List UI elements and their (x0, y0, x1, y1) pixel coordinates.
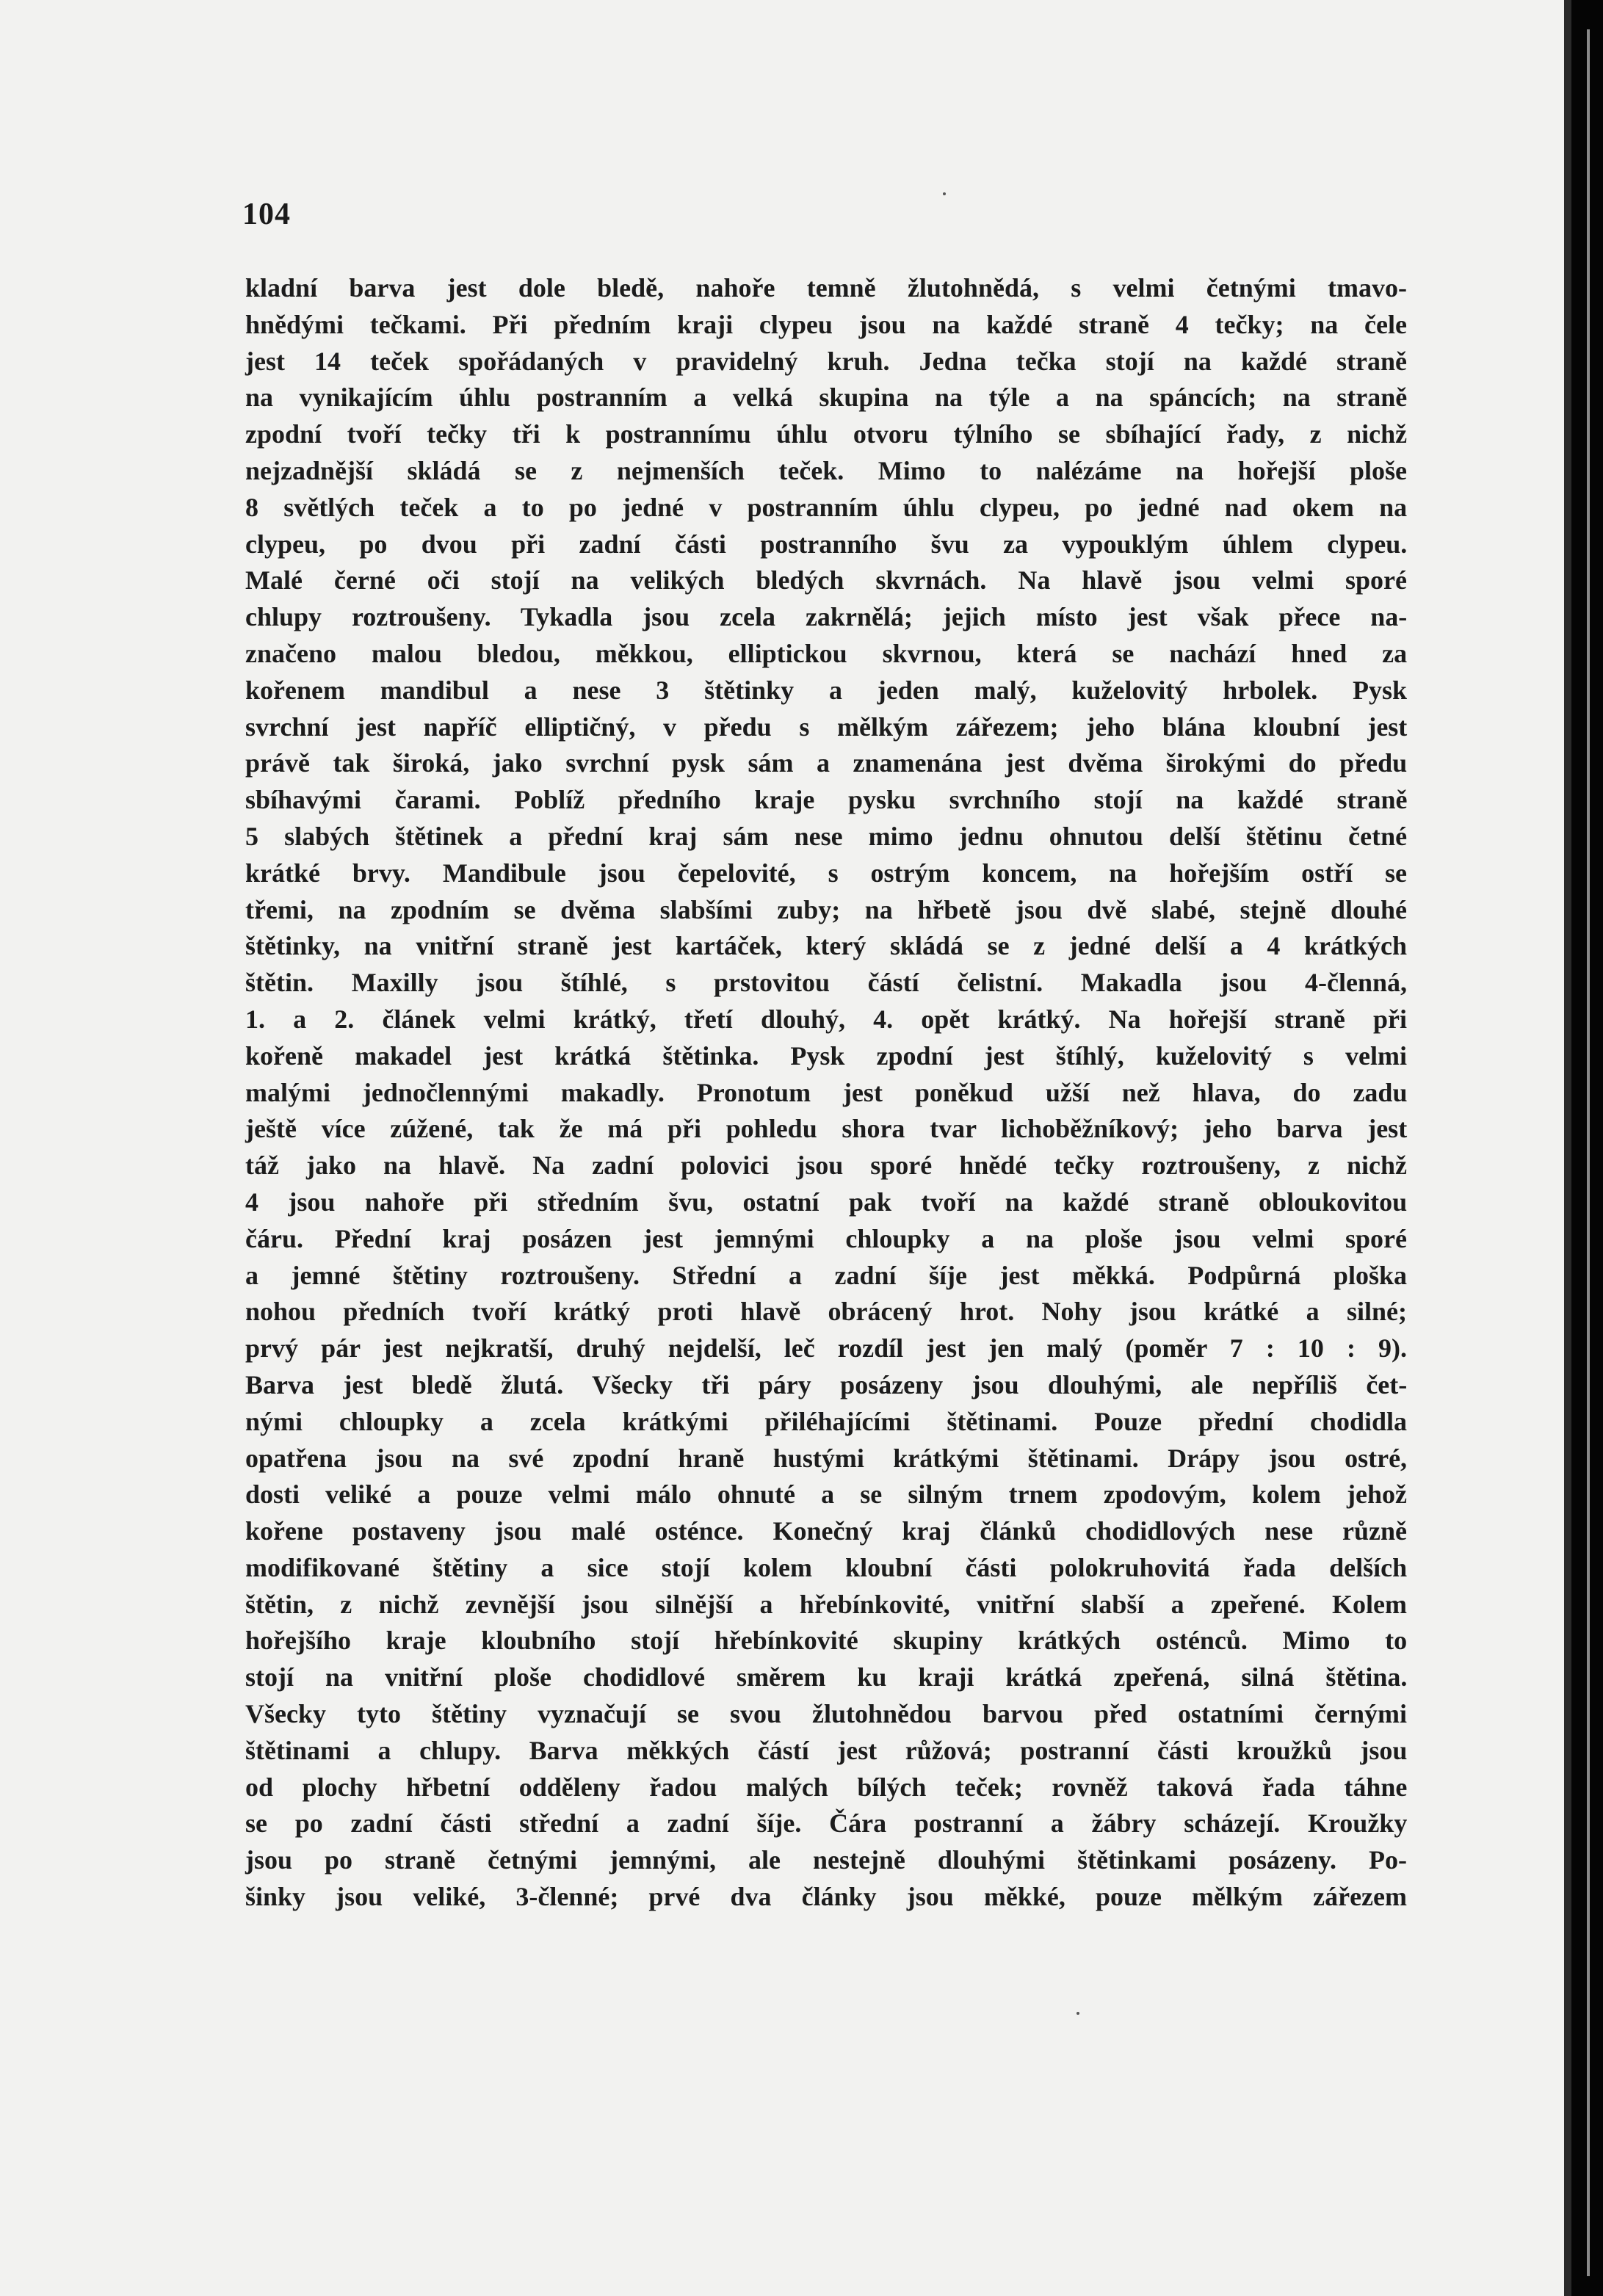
text-line-11: značeno malou bledou, měkkou, elliptickou skvrnou, která se nachází hned za (245, 638, 1408, 668)
next-page-edge (1587, 29, 1590, 2276)
text-line-13: svrchní jest napříč elliptičný, v předu s mělkým zářezem; jeho blána kloubní jest (245, 711, 1408, 742)
text-line-22: kořeně makadel jest krátká štětinka. Pysk zpodní jest štíhlý, kuželovitý s velmi (245, 1040, 1408, 1071)
text-line-2: hnědými tečkami. Při předním kraji clypeu jsou na každé straně 4 tečky; na čele (245, 309, 1407, 339)
text-line-18: třemi, na zpodním se dvěma slabšími zuby; na hřbetě jsou dvě slabé, stejně dlouhé (245, 894, 1408, 924)
text-line-27: čáru. Přední kraj posázen jest jemnými chloupky a na ploše jsou velmi sporé (245, 1223, 1407, 1253)
text-line-32: nými chloupky a zcela krátkými přiléhajícími štětinami. Pouze přední chodidla (245, 1406, 1407, 1436)
text-line-33: opatřena jsou na své zpodní hraně hustými krátkými štětinami. Drápy jsou ostré, (245, 1443, 1408, 1473)
text-line-35: kořene postaveny jsou malé osténce. Konečný kraj článků chodidlových nese různě (245, 1516, 1407, 1546)
text-line-14: právě tak široká, jako svrchní pysk sám a znamenána jest dvěma širokými do předu (245, 748, 1408, 778)
text-line-36: modifikované štětiny a sice stojí kolem kloubní části polokruhovitá řada delších (245, 1552, 1408, 1582)
text-line-45: šinky jsou veliké, 3-členné; prvé dva články jsou měkké, pouze mělkým zářezem (245, 1882, 1407, 1912)
text-line-26: 4 jsou nahoře při středním švu, ostatní pak tvoří na každé straně obloukovitou (245, 1187, 1408, 1217)
text-line-24: ještě více zúžené, tak že má při pohledu shora tvar lichoběžníkový; jeho barva jest (245, 1114, 1408, 1144)
text-line-12: kořenem mandibul a nese 3 štětinky a jeden malý, kuželovitý hrbolek. Pysk (245, 675, 1408, 705)
text-line-15: sbíhavými čarami. Poblíž předního kraje pysku svrchního stojí na každé straně (245, 785, 1408, 815)
text-line-39: stojí na vnitřní ploše chodidlové směrem ku kraji krátká zpeřená, silná štětina. (245, 1662, 1408, 1692)
text-line-31: Barva jest bledě žlutá. Všecky tři páry posázeny jsou dlouhými, ale nepříliš čet- (245, 1369, 1408, 1399)
text-line-20: štětin. Maxilly jsou štíhlé, s prstovitou částí čelistní. Makadla jsou 4-členná, (245, 968, 1408, 998)
text-line-29: nohou předních tvoří krátký proti hlavě obrácený hrot. Nohy jsou krátké a silné; (245, 1297, 1407, 1327)
text-line-6: nejzadnější skládá se z nejmenších teček. Mimo to nalézáme na hořejší ploše (245, 455, 1407, 485)
text-line-16: 5 slabých štětinek a přední kraj sám nese mimo jednu ohnutou delší štětinu četné (245, 821, 1408, 851)
body-text (245, 270, 1407, 1916)
text-line-19: štětinky, na vnitřní straně jest kartáček, který skládá se z jedné delší a 4 krátkých (245, 931, 1407, 961)
text-line-5: zpodní tvoří tečky tři k postrannímu úhlu otvoru týlního se sbíhající řady, z nichž (245, 419, 1408, 449)
text-line-43: se po zadní části střední a zadní šíje. Čára postranní a žábry scházejí. Kroužky (245, 1808, 1408, 1839)
page-number: 104 (242, 198, 291, 231)
scan-edge (1571, 0, 1603, 2296)
text-line-8: clypeu, po dvou při zadní části postranního švu za vypouklým úhlem clypeu. (245, 529, 1408, 559)
text-line-28: a jemné štětiny roztroušeny. Střední a zadní šíje jest měkká. Podpůrná ploška (245, 1260, 1407, 1290)
text-line-38: hořejšího kraje kloubního stojí hřebínkovité skupiny krátkých osténců. Mimo to (245, 1626, 1408, 1656)
text-line-7: 8 světlých teček a to po jedné v postranním úhlu clypeu, po jedné nad okem na (245, 492, 1408, 522)
paper-speck (943, 192, 946, 195)
text-line-17: krátké brvy. Mandibule jsou čepelovité, s ostrým koncem, na hořejším ostří se (245, 858, 1407, 888)
text-line-30: prvý pár jest nejkratší, druhý nejdelší, leč rozdíl jest jen malý (poměr 7 : 10 : 9). (245, 1333, 1407, 1364)
text-line-37: štětin, z nichž zevnější jsou silnější a hřebínkovité, vnitřní slabší a zpeřené. Kolem (245, 1589, 1407, 1619)
text-line-3: jest 14 teček spořádaných v pravidelný kruh. Jedna tečka stojí na každé straně (245, 346, 1408, 376)
text-line-41: štětinami a chlupy. Barva měkkých částí jest růžová; postranní části kroužků jsou (245, 1735, 1408, 1765)
text-line-23: malými jednočlennými makadly. Pronotum jest poněkud užší než hlava, do zadu (245, 1077, 1408, 1107)
text-line-9: Malé černé oči stojí na velikých bledých skvrnách. Na hlavě jsou velmi sporé (245, 565, 1407, 595)
text-line-1: kladní barva jest dole bledě, nahoře temně žlutohnědá, s velmi četnými tmavo- (245, 273, 1407, 303)
text-line-25: táž jako na hlavě. Na zadní polovici jsou sporé hnědé tečky roztroušeny, z nichž (245, 1151, 1407, 1181)
text-line-34: dosti veliké a pouze velmi málo ohnuté a se silným trnem zpodovým, kolem jehož (245, 1480, 1407, 1510)
paper-speck (1076, 2012, 1079, 2015)
text-line-40: Všecky tyto štětiny vyznačují se svou žlutohnědou barvou před ostatními černými (245, 1699, 1407, 1729)
text-line-44: jsou po straně četnými jemnými, ale nestejně dlouhými štětinkami posázeny. Po- (245, 1845, 1407, 1875)
text-line-21: 1. a 2. článek velmi krátký, třetí dlouhý, 4. opět krátký. Na hořejší straně při (245, 1004, 1407, 1034)
text-line-42: od plochy hřbetní odděleny řadou malých bílých teček; rovněž taková řada táhne (245, 1772, 1408, 1802)
text-line-10: chlupy roztroušeny. Tykadla jsou zcela zakrnělá; jejich místo jest však přece na- (245, 602, 1408, 632)
text-line-4: na vynikajícím úhlu postranním a velká skupina na týle a na spáncích; na straně (245, 383, 1408, 413)
